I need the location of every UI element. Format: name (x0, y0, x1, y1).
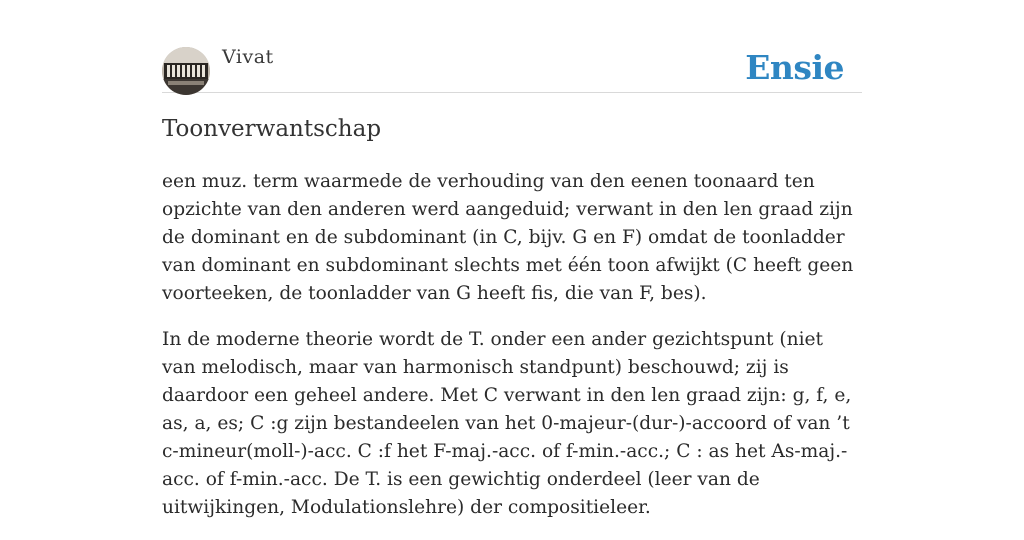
site-header (162, 46, 862, 93)
paragraph: In de moderne theorie wordt de T. onder een ander gezichtspunt (niet van melodisch, maar van harmonisch standpunt) beschouwd; zij is daardoor een geheel andere. Met C verwant in den len graad zijn: g, f, e, as, a, es; C :g zijn bestandeelen van het 0-majeur-(dur-)-accoord of van ’t c-mineur(moll-)-acc. C :f het F-maj.-acc. of f-min.-acc.; C : as het As-maj.-acc. of f-min.-acc. De T. is een gewichtig onderdeel (leer van de uitwijkingen, Modulationslehre) der compositieleer. (162, 329, 852, 518)
avatar[interactable] (162, 47, 210, 95)
brand-logo[interactable]: Ensie (745, 48, 844, 87)
article-body (162, 168, 862, 540)
paragraph: een muz. term waarmede de verhouding van den eenen toonaard ten opzichte van den anderen werd aangeduid; verwant in den len graad zijn de dominant en de subdominant (in C, bijv. G en F) omdat de toonladder van dominant en subdominant slechts met één toon afwijkt (C heeft geen voorteeken, de toonladder van G heeft fis, die van F, bes). (162, 171, 854, 304)
typewriter-icon (162, 47, 210, 95)
page-title: Toonverwantschap (162, 116, 382, 142)
author-name[interactable]: Vivat (222, 46, 274, 68)
